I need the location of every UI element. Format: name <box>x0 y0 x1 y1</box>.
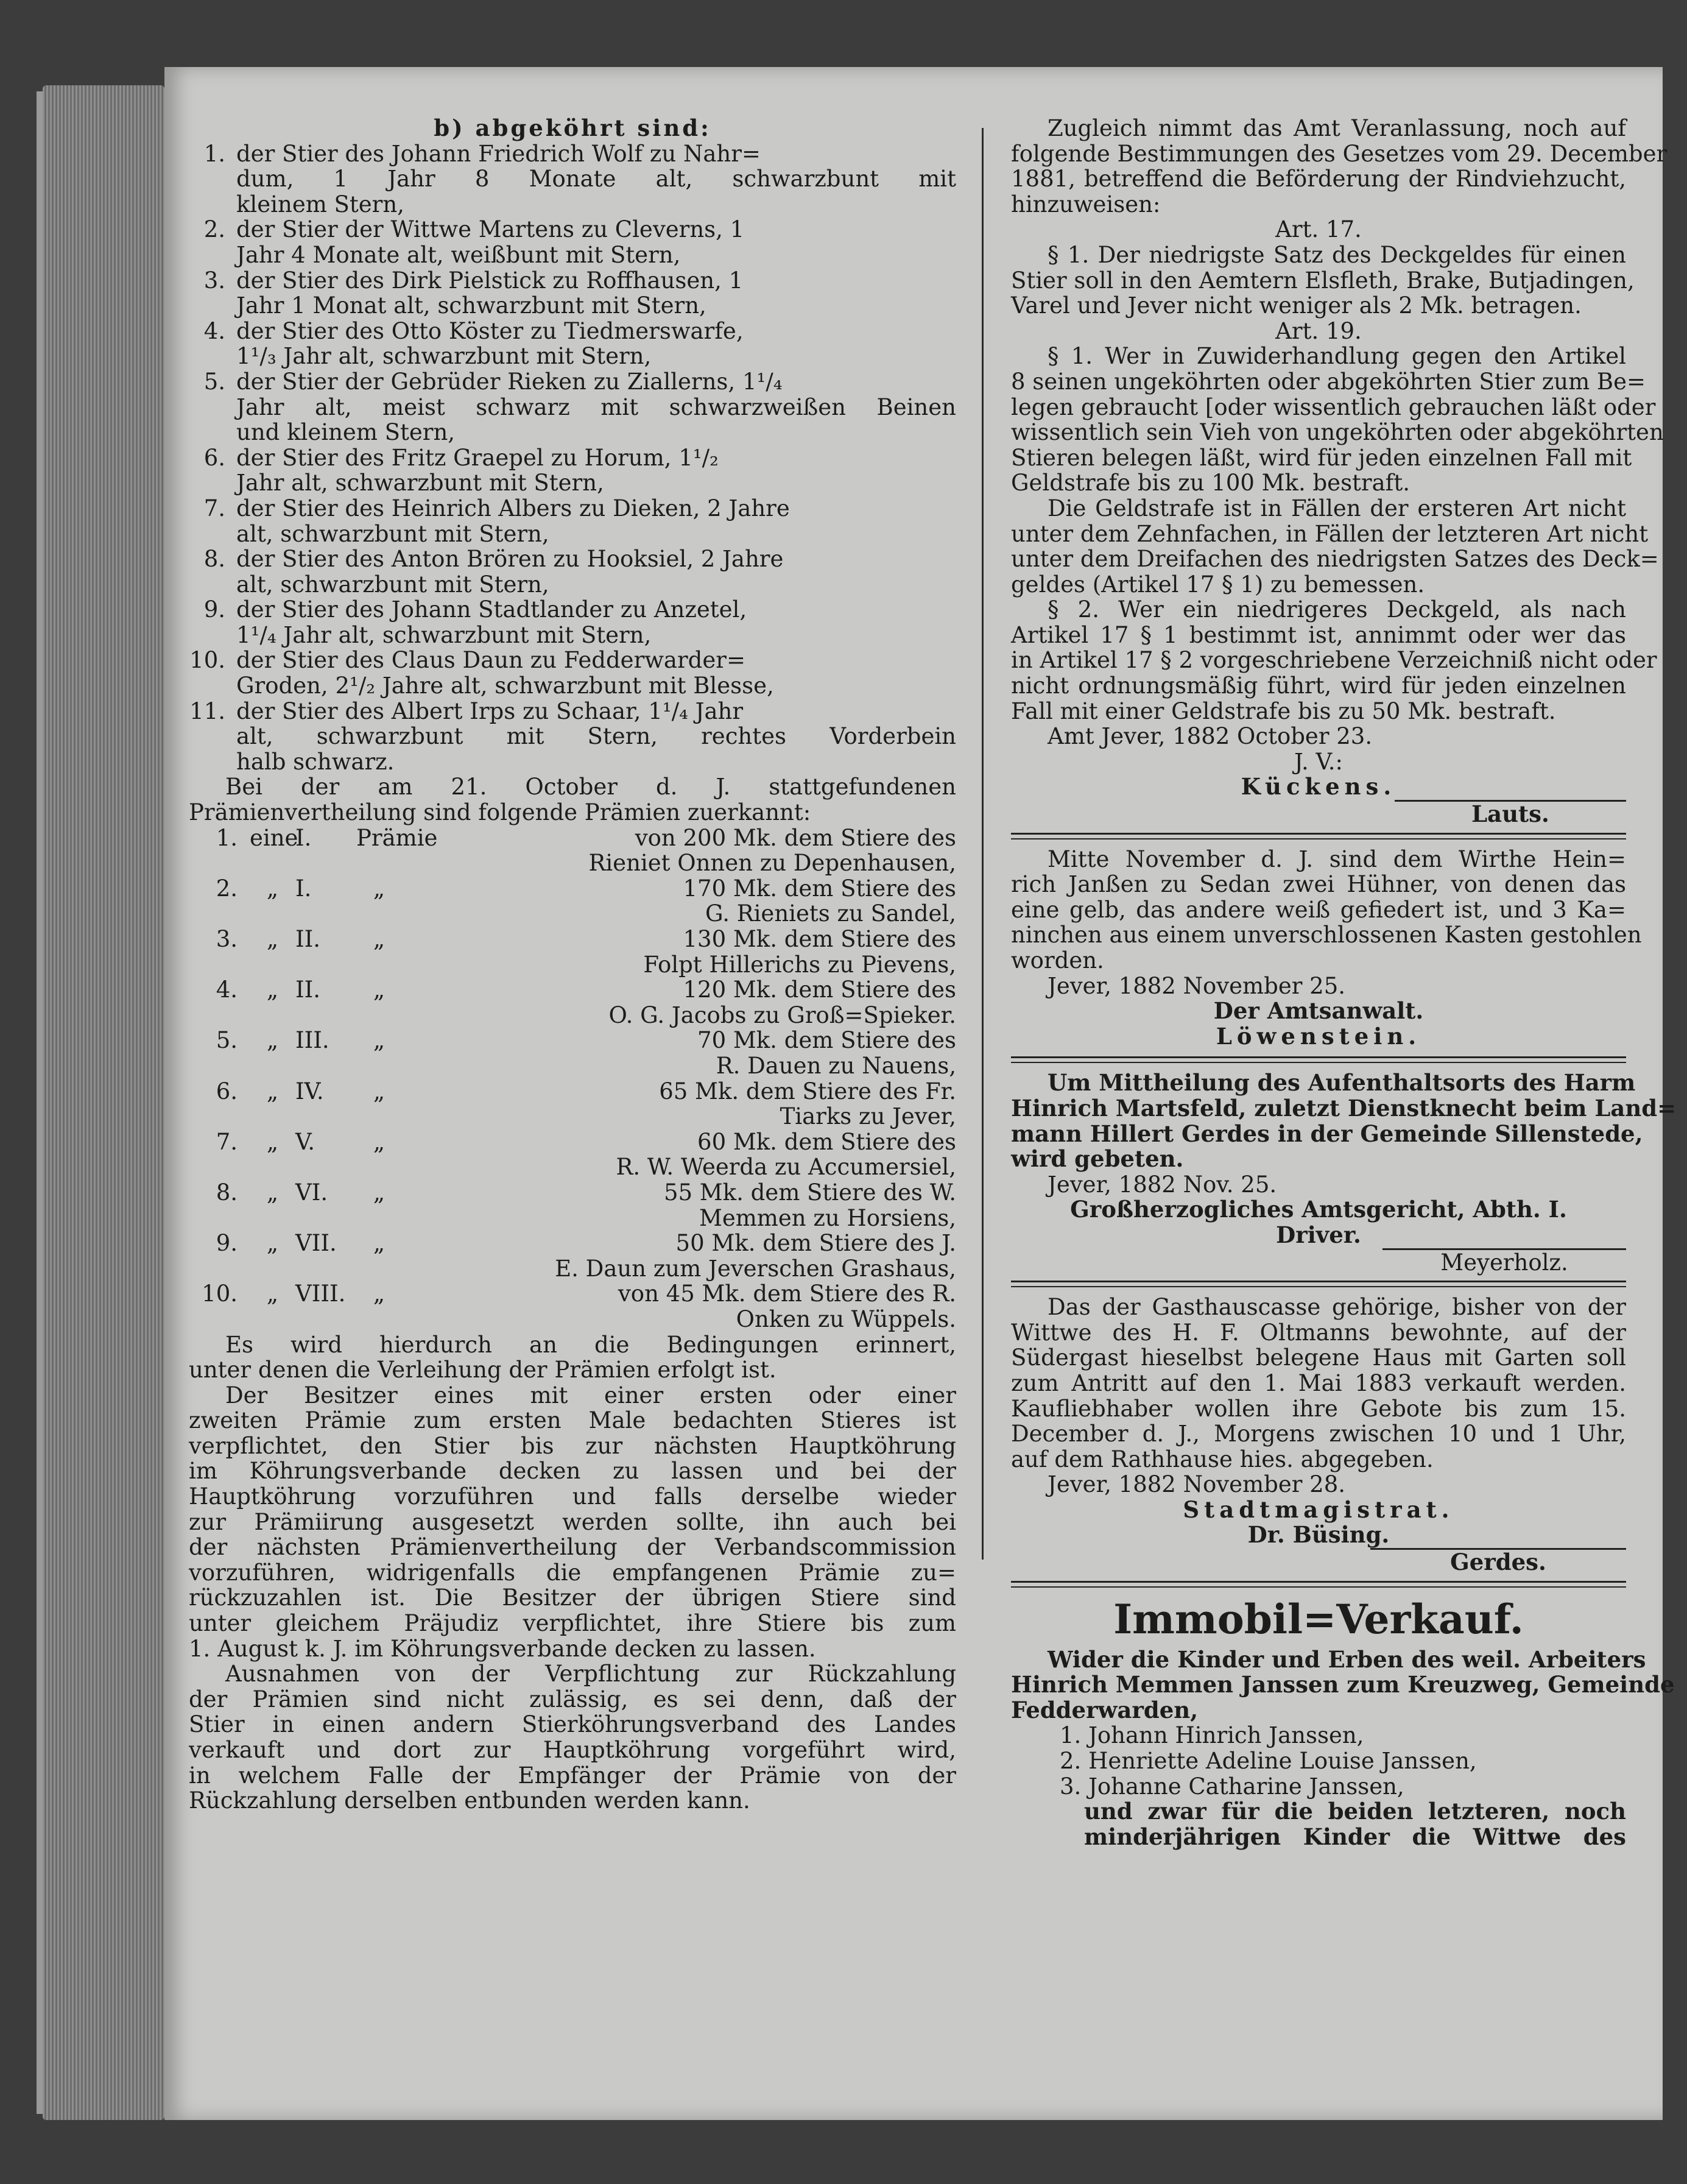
immobil-title: Immobil=Verkauf. <box>1113 1595 1524 1643</box>
cow-list <box>189 141 956 775</box>
iv-label: J. V.: <box>1294 748 1343 775</box>
fine-line: Die Geldstrafe ist in Fällen der ersteren Art nicht <box>1048 495 1626 521</box>
signer-kueckens: Kückens. <box>1241 773 1396 800</box>
paragraph-line: der nächsten Prämienvertheilung der Verbandscommission <box>189 1534 956 1561</box>
paragraph-2-text <box>1011 596 1657 724</box>
paragraph-line: unter gleichem Präjudiz verpflichtet, ihre Stiere bis zum <box>189 1610 956 1637</box>
article-17-line: Varel und Jever nicht weniger als 2 Mk. betragen. <box>1011 292 1582 319</box>
immobil-intro <box>1011 1645 1675 1723</box>
prize-number: 9. <box>216 1230 238 1257</box>
cow-entry-number: 6. <box>203 444 225 471</box>
prize-owner: Tiarks zu Jever, <box>780 1103 956 1130</box>
left-paragraphs <box>189 1332 956 1814</box>
notice-search-line: Um Mittheilung des Aufenthaltsorts des Harm <box>1048 1069 1636 1097</box>
prize-ditto-2: „ <box>373 1179 386 1206</box>
section-heading: b) abgeköhrt sind: <box>434 115 711 141</box>
notice-theft-signer: Löwenstein. <box>1216 1022 1421 1050</box>
prize-owner: O. G. Jacobs zu Groß=Spieker. <box>608 1002 956 1028</box>
prize-text: 65 Mk. dem Stiere des Fr. <box>659 1078 956 1104</box>
paragraph-line: verpflichtet, den Stier bis zur nächsten Hauptköhrung <box>189 1432 956 1459</box>
prize-owner: Folpt Hillerichs zu Pievens, <box>643 951 956 978</box>
separator-rule <box>1011 1056 1626 1063</box>
immobil-intro-line: Hinrich Memmen Janssen zum Kreuzweg, Gemeinde <box>1011 1671 1675 1698</box>
article-19-line: legen gebraucht [oder wissentlich gebrauchen läßt oder <box>1011 394 1656 420</box>
paragraph-line: unter denen die Verleihung der Prämien erfolgt ist. <box>189 1357 777 1384</box>
prize-number: 8. <box>216 1179 238 1206</box>
notice-theft-line: rich Janßen zu Sedan zwei Hühner, von denen das <box>1011 871 1626 898</box>
prize-number: 7. <box>216 1128 238 1155</box>
notice-theft-line: worden. <box>1011 947 1104 974</box>
prize-ditto-2: „ <box>373 1128 386 1155</box>
prize-text: 60 Mk. dem Stiere des <box>697 1128 956 1155</box>
cow-entry-number: 4. <box>203 317 225 344</box>
cow-entry-line <box>189 268 956 294</box>
heir-item: 2. Henriette Adeline Louise Janssen, <box>1060 1748 1477 1775</box>
prize-ditto-2: Prämie <box>356 824 438 851</box>
paragraph-2-line: nicht ordnungsmäßig führt, wird für jeden einzelnen <box>1011 673 1626 699</box>
prize-row <box>189 1180 956 1206</box>
notice-search-line: Hinrich Martsfeld, zuletzt Dienstknecht beim Land= <box>1011 1094 1677 1122</box>
cow-entry-number: 7. <box>203 495 225 521</box>
right-column <box>1011 115 1677 1850</box>
immobil-intro-line: Fedderwarden, <box>1011 1696 1199 1723</box>
prize-owner: Memmen zu Horsiens, <box>699 1204 956 1231</box>
paragraph-line: Stier in einen andern Stierköhrungsverband des Landes <box>189 1711 956 1738</box>
notice-search-signer2-row <box>1011 1248 1626 1274</box>
cow-entry-line <box>189 597 956 623</box>
prize-row <box>189 876 956 902</box>
cow-entry-line <box>189 496 956 521</box>
amt-date: Amt Jever, 1882 October 23. <box>1048 723 1373 750</box>
cow-entry-line: Jahr 1 Monat alt, schwarzbunt mit Stern, <box>236 292 706 319</box>
cow-entry-text: der Stier des Anton Brören zu Hooksiel, 2 Jahre <box>236 546 784 573</box>
cow-entry-line <box>189 369 956 395</box>
notice-sale-line: Das der Gasthauscasse gehörige, bisher von der <box>1048 1294 1626 1321</box>
cow-entry-text: der Stier des Heinrich Albers zu Dieken, 2 Jahre <box>236 495 790 521</box>
cow-entry-line: 1¹/₄ Jahr alt, schwarzbunt mit Stern, <box>236 621 652 648</box>
separator-rule <box>1011 1581 1626 1588</box>
prize-rank: VIII. <box>295 1281 346 1307</box>
cow-entry-line <box>189 699 956 724</box>
notice-theft-line: ninchen aus einem unverschlossenen Kasten gestohlen <box>1011 922 1642 949</box>
article-17-line: Stier soll in den Aemtern Elsfleth, Brake, Butjadingen, <box>1011 267 1635 294</box>
cow-entry-line <box>189 546 956 572</box>
cow-entry-number: 3. <box>203 267 225 294</box>
cow-entry-text: der Stier des Dirk Pielstick zu Roffhausen, 1 <box>236 267 744 294</box>
law-intro-line: folgende Bestimmungen des Gesetzes vom 29. December <box>1011 140 1668 167</box>
signature-row-1b <box>1011 800 1626 828</box>
notice-sale <box>1011 1295 1626 1472</box>
prize-rank: I. <box>295 875 312 902</box>
cow-entry-line: halb schwarz. <box>236 748 395 775</box>
signature-row-1 <box>1011 774 1626 800</box>
paragraph-line: Hauptköhrung vorzuführen und falls derselbe wieder <box>189 1483 956 1510</box>
cow-entry-text: der Stier des Otto Köster zu Tiedmerswarfe, <box>236 317 744 344</box>
prize-ditto-2: „ <box>373 1281 386 1307</box>
prize-row <box>189 1281 956 1307</box>
prize-ditto: „ <box>266 1078 279 1104</box>
article-19-line: Geldstrafe bis zu 100 Mk. bestraft. <box>1011 470 1410 497</box>
notice-search-line: wird gebeten. <box>1011 1145 1184 1173</box>
notice-sale-line: Wittwe des H. F. Oltmanns bewohnte, auf der <box>1011 1319 1626 1346</box>
prize-intro-line: Prämienvertheilung sind folgende Prämien zuerkannt: <box>189 799 811 826</box>
law-intro-line: hinzuweisen: <box>1011 191 1161 217</box>
fine-line: unter dem Zehnfachen, in Fällen der letzteren Art nicht <box>1011 520 1649 547</box>
prize-ditto: „ <box>266 1281 279 1307</box>
cow-entry-line: alt, schwarzbunt mit Stern, <box>236 571 549 598</box>
prize-text: 70 Mk. dem Stiere des <box>697 1027 956 1054</box>
cow-entry-number: 8. <box>203 546 225 573</box>
prize-row <box>189 1231 956 1256</box>
notice-theft-date: Jever, 1882 November 25. <box>1048 972 1346 999</box>
notice-search-date: Jever, 1882 Nov. 25. <box>1048 1171 1277 1198</box>
cow-entry-line <box>189 217 956 242</box>
prize-ditto-2: „ <box>373 1230 386 1257</box>
cow-entry-line: alt, schwarzbunt mit Stern, rechtes Vorderbein <box>236 723 956 750</box>
paragraph-line: der Prämien sind nicht zulässig, es sei denn, daß der <box>189 1686 956 1712</box>
article-19-line: Stieren belegen läßt, wird für jeden einzelnen Fall mit <box>1011 444 1632 471</box>
paragraph-2-line: Fall mit einer Geldstrafe bis zu 50 Mk. bestraft. <box>1011 698 1556 724</box>
paragraph-2-line: in Artikel 17 § 2 vorgeschriebene Verzeichniß nicht oder <box>1011 647 1657 674</box>
prize-ditto-2: „ <box>373 1027 386 1054</box>
paragraph-line: Es wird hierdurch an die Bedingungen erinnert, <box>225 1331 956 1358</box>
notice-sale-line: Südergast hieselbst belegene Haus mit Garten soll <box>1011 1345 1626 1371</box>
paragraph-line: 1. August k. J. im Köhrungsverbande decken zu lassen. <box>189 1635 816 1662</box>
prize-owner: E. Daun zum Jeverschen Grashaus, <box>555 1255 956 1282</box>
notice-sale-signer: Dr. Büsing. <box>1247 1521 1390 1549</box>
cow-entry-line <box>189 319 956 344</box>
cow-entry-number: 1. <box>203 140 225 167</box>
cow-entry-number: 10. <box>189 647 225 674</box>
prize-text: von 45 Mk. dem Stiere des R. <box>618 1281 956 1307</box>
cow-entry-line: dum, 1 Jahr 8 Monate alt, schwarzbunt mit <box>236 166 956 193</box>
article-19-line: § 1. Wer in Zuwiderhandlung gegen den Artikel <box>1048 343 1626 370</box>
prize-row <box>189 977 956 1003</box>
notice-search-signer: Driver. <box>1276 1221 1361 1248</box>
immobil-tail <box>1011 1799 1626 1850</box>
prize-row <box>189 1079 956 1104</box>
cow-entry-line: 1¹/₃ Jahr alt, schwarzbunt mit Stern, <box>236 343 652 370</box>
prize-owner: G. Rieniets zu Sandel, <box>705 900 956 927</box>
cow-entry-number: 5. <box>203 368 225 395</box>
prize-rank: IV. <box>295 1078 324 1104</box>
prize-owner: R. W. Weerda zu Accumersiel, <box>616 1154 956 1181</box>
prize-ditto-2: „ <box>373 977 386 1003</box>
prize-rank: II. <box>295 926 320 952</box>
prize-row <box>189 825 956 851</box>
prize-ditto: „ <box>266 926 279 952</box>
article-17-heading: Art. 17. <box>1275 216 1362 243</box>
page-stack-edge <box>43 85 164 2120</box>
cow-entry-text: der Stier des Claus Daun zu Fedderwarder= <box>236 647 745 674</box>
cow-entry-line: Jahr alt, meist schwarz mit schwarzweißen Beinen <box>236 394 956 420</box>
cow-entry-line: Jahr alt, schwarzbunt mit Stern, <box>236 470 604 497</box>
paragraph-2-line: § 2. Wer ein niedrigeres Deckgeld, als nach <box>1048 596 1626 623</box>
notice-sale-date: Jever, 1882 November 28. <box>1048 1471 1346 1498</box>
prize-row <box>189 1129 956 1155</box>
prize-rank: VII. <box>295 1230 337 1257</box>
prize-text: 120 Mk. dem Stiere des <box>683 977 956 1003</box>
immobil-tail-line: und zwar für die beiden letzteren, noch <box>1084 1798 1626 1825</box>
prize-ditto: „ <box>266 1230 279 1257</box>
notice-theft-line: eine gelb, das andere weiß gefiedert ist, und 3 Ka= <box>1011 896 1626 923</box>
heir-item: 3. Johanne Catharine Janssen, <box>1060 1773 1404 1800</box>
notice-theft-line: Mitte November d. J. sind dem Wirthe Hein= <box>1048 846 1626 872</box>
notice-sale-line: Kaufliebhaber wollen ihre Gebote bis zum 15. <box>1011 1395 1626 1422</box>
article-19-line: 8 seinen ungeköhrten oder abgeköhrten Stier zum Be= <box>1011 368 1646 395</box>
prize-number: 1. <box>216 824 238 851</box>
paragraph-2-line: Artikel 17 § 1 bestimmt ist, annimmt oder wer das <box>1011 621 1626 648</box>
signer-lauts: Lauts. <box>1395 800 1626 825</box>
immobil-tail-line: minderjährigen Kinder die Wittwe des <box>1084 1823 1626 1850</box>
prize-owner: Rieniet Onnen zu Depenhausen, <box>588 850 956 877</box>
prize-ditto: „ <box>266 1179 279 1206</box>
paragraph-line: verkauft und dort zur Hauptköhrung vorgeführt wird, <box>189 1737 956 1763</box>
prize-ditto-2: „ <box>373 926 386 952</box>
prize-text: 130 Mk. dem Stiere des <box>683 926 956 952</box>
cow-entry-text: der Stier der Gebrüder Rieken zu Ziallerns, 1¹/₄ <box>236 368 783 395</box>
paragraph-line: Rückzahlung derselben entbunden werden kann. <box>189 1787 750 1814</box>
prize-rank: II. <box>295 977 320 1003</box>
immobil-intro-line: Wider die Kinder und Erben des weil. Arbeiters <box>1048 1645 1646 1673</box>
separator-rule <box>1011 833 1626 839</box>
cow-entry-text: der Stier der Wittwe Martens zu Cleverns, 1 <box>236 216 745 243</box>
paragraph-line: im Köhrungsverbande decken zu lassen und bei der <box>189 1458 956 1485</box>
notice-theft-office: Der Amtsanwalt. <box>1213 997 1424 1025</box>
article-19-line: wissentlich sein Vieh von ungeköhrten oder abgeköhrten <box>1011 419 1664 446</box>
notice-theft <box>1011 846 1642 974</box>
prize-number: 4. <box>216 977 238 1003</box>
fine-text <box>1011 495 1659 598</box>
fine-line: geldes (Artikel 17 § 1) zu bemessen. <box>1011 571 1425 598</box>
prize-number: 6. <box>216 1078 238 1104</box>
prize-number: 3. <box>216 926 238 952</box>
prize-number: 5. <box>216 1027 238 1054</box>
heir-item: 1. Johann Hinrich Janssen, <box>1060 1722 1364 1749</box>
cow-entry-line: alt, schwarzbunt mit Stern, <box>236 520 549 547</box>
paragraph-line: zur Prämiirung ausgesetzt werden sollte, ihn auch bei <box>189 1508 956 1535</box>
cow-entry-line: Jahr 4 Monate alt, weißbunt mit Stern, <box>236 241 681 268</box>
column-divider <box>982 128 984 1560</box>
cow-entry-line <box>189 648 956 673</box>
cow-entry-line: Groden, 2¹/₂ Jahre alt, schwarzbunt mit Blesse, <box>236 673 774 699</box>
prize-number: 2. <box>216 875 238 902</box>
left-column <box>189 116 956 1814</box>
prize-owner: R. Dauen zu Nauens, <box>716 1052 956 1079</box>
prize-ditto: „ <box>266 1128 279 1155</box>
paragraph-line: Ausnahmen von der Verpflichtung zur Rückzahlung <box>225 1661 956 1687</box>
separator-rule <box>1011 1281 1626 1287</box>
notice-search-office: Großherzogliches Amtsgericht, Abth. I. <box>1070 1196 1567 1223</box>
cow-entry-line: kleinem Stern, <box>236 191 404 217</box>
prize-intro <box>189 774 956 825</box>
prize-ditto: „ <box>266 1027 279 1054</box>
law-intro-line: Zugleich nimmt das Amt Veranlassung, noch auf <box>1048 115 1626 141</box>
cow-entry-text: der Stier des Fritz Graepel zu Horum, 1¹/₂ <box>236 444 719 471</box>
cow-entry-text: der Stier des Johann Stadtlander zu Anzetel, <box>236 596 747 623</box>
paragraph-line: in welchem Falle der Empfänger der Prämie von der <box>189 1762 956 1789</box>
signer-meyerholz: Meyerholz. <box>1382 1248 1626 1274</box>
notice-search-line: mann Hillert Gerdes in der Gemeinde Sillenstede, <box>1011 1120 1643 1147</box>
paragraph-line: rückzuzahlen ist. Die Besitzer der übrigen Stiere sind <box>189 1585 956 1611</box>
prize-ditto: „ <box>266 875 279 902</box>
paragraph-line: zweiten Prämie zum ersten Male bedachten Stieres ist <box>189 1407 956 1434</box>
cow-entry-line <box>189 141 956 167</box>
prize-rank: V. <box>295 1128 315 1155</box>
signer-gerdes: Gerdes. <box>1370 1548 1626 1574</box>
prize-text: 55 Mk. dem Stiere des W. <box>663 1179 956 1206</box>
notice-sale-line: auf dem Rathhause hies. abgegeben. <box>1011 1446 1434 1472</box>
cow-entry-number: 9. <box>203 596 225 623</box>
prize-ditto: „ <box>266 977 279 1003</box>
cow-entry-line <box>189 445 956 471</box>
cow-entry-number: 2. <box>203 216 225 243</box>
fine-line: unter dem Dreifachen des niedrigsten Satzes des Deck= <box>1011 546 1659 573</box>
notice-sale-signer2-row <box>1011 1548 1626 1574</box>
article-17-line: § 1. Der niedrigste Satz des Deckgeldes für einen <box>1048 241 1626 268</box>
cow-entry-text: der Stier des Johann Friedrich Wolf zu Nahr= <box>236 140 761 167</box>
cow-entry-text: der Stier des Albert Irps zu Schaar, 1¹/₄ Jahr <box>236 698 744 724</box>
prize-rank: VI. <box>295 1179 328 1206</box>
prize-row <box>189 1028 956 1053</box>
prize-list <box>189 825 956 1332</box>
notice-sale-office: Stadtmagistrat. <box>1183 1496 1454 1523</box>
law-intro-line: 1881, betreffend die Beförderung der Rindviehzucht, <box>1011 166 1626 193</box>
prize-intro-line: Bei der am 21. October d. J. stattgefundenen <box>225 774 956 800</box>
heirs-list <box>1011 1723 1626 1799</box>
prize-rank: I. <box>295 824 312 851</box>
article-19-heading: Art. 19. <box>1275 317 1362 344</box>
paragraph-line: vorzuführen, widrigenfalls die empfangenen Prämie zu= <box>189 1559 956 1586</box>
prize-ditto-2: „ <box>373 1078 386 1104</box>
article-19-text <box>1011 343 1664 497</box>
paragraph-line: Der Besitzer eines mit einer ersten oder einer <box>225 1382 956 1408</box>
prize-text: 50 Mk. dem Stiere des J. <box>675 1230 956 1257</box>
notice-search <box>1011 1069 1677 1173</box>
notice-sale-line: zum Antritt auf den 1. Mai 1883 verkauft werden. <box>1011 1369 1626 1396</box>
prize-text: von 200 Mk. dem Stiere des <box>635 824 956 851</box>
prize-row <box>189 927 956 952</box>
cow-entry-number: 11. <box>189 698 225 724</box>
prize-number: 10. <box>202 1281 238 1307</box>
prize-ditto: eine <box>250 824 298 851</box>
article-17-text <box>1011 241 1635 319</box>
prize-rank: III. <box>295 1027 329 1054</box>
law-intro <box>1011 115 1668 217</box>
prize-owner: Onken zu Wüppels. <box>736 1306 956 1332</box>
notice-sale-line: December d. J., Morgens zwischen 10 und 1 Uhr, <box>1011 1421 1626 1447</box>
prize-text: 170 Mk. dem Stiere des <box>683 875 956 902</box>
prize-ditto-2: „ <box>373 875 386 902</box>
cow-entry-line: und kleinem Stern, <box>236 419 456 446</box>
